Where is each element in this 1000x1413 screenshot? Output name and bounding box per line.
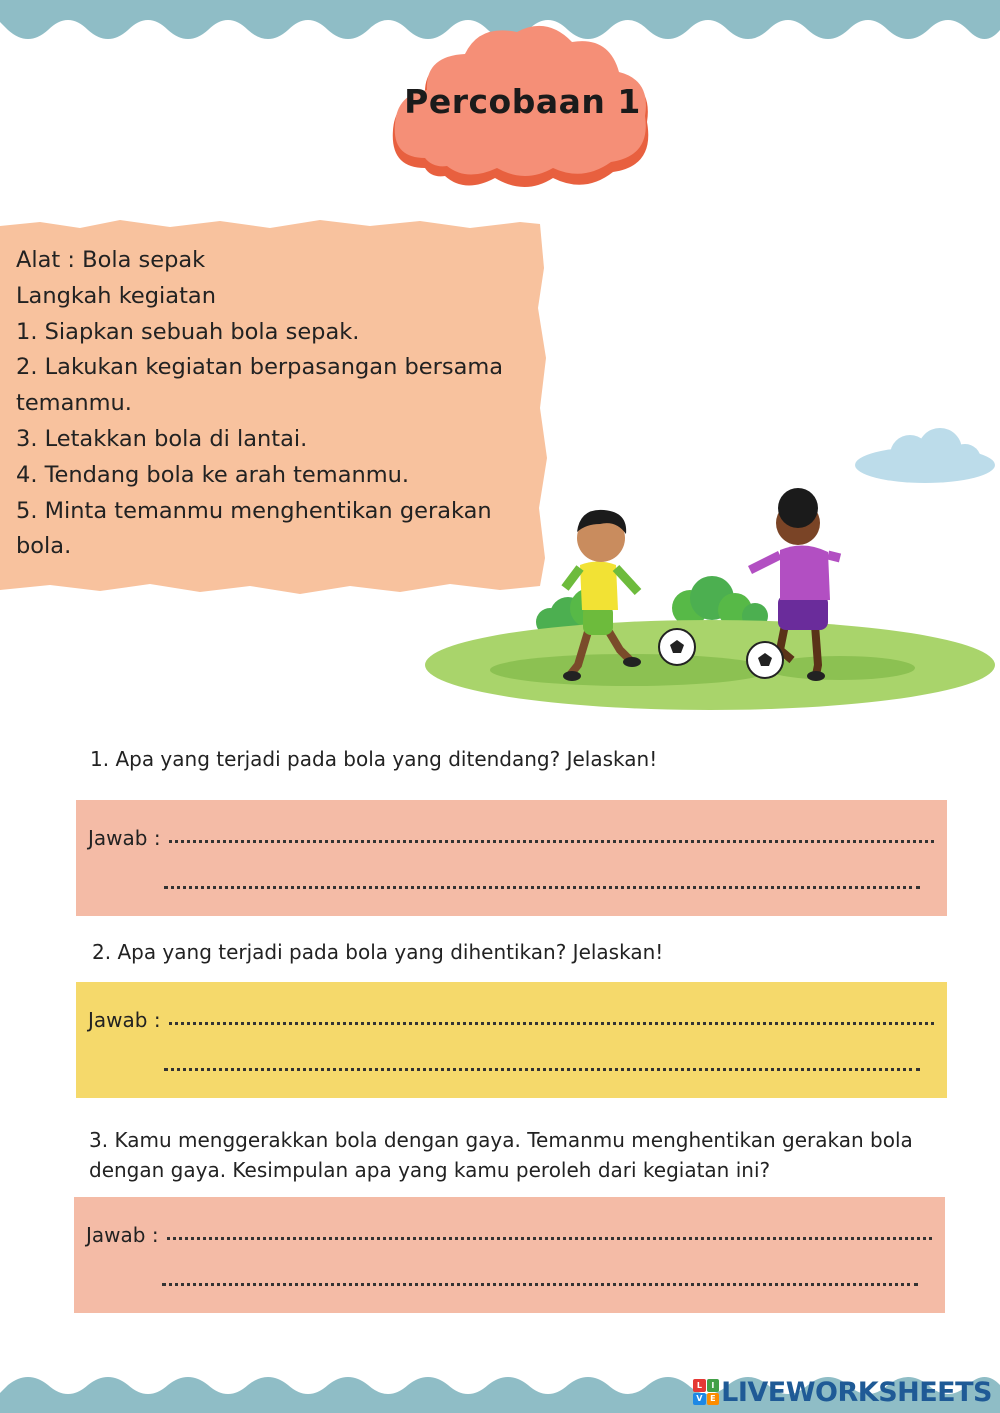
step-item: 1. Siapkan sebuah bola sepak. [16, 318, 360, 345]
step-item: 2. Lakukan kegiatan berpasangan bersama temanmu. [16, 354, 504, 417]
liveworksheets-logo[interactable] [693, 1375, 992, 1409]
answer-line-1[interactable] [167, 1237, 932, 1240]
answer-line-2[interactable] [164, 1068, 920, 1071]
football-icon [659, 629, 695, 665]
question-3: 3. Kamu menggerakkan bola dengan gaya. Temanmu menghentikan gerakan bola dengan gaya. Kesimpulan apa yang kamu peroleh dari kegiatan ini? [89, 1128, 913, 1182]
logo-text: LIVEWORKSHEETS [721, 1376, 992, 1408]
kids-playing-football-illustration [420, 420, 1000, 720]
answer-box-2[interactable] [76, 982, 947, 1098]
step-item: 3. Letakkan bola di lantai. [16, 425, 308, 452]
answer-line-1[interactable] [169, 1022, 934, 1025]
answer-box-3[interactable] [74, 1197, 945, 1313]
answer-line-1[interactable] [169, 840, 934, 843]
answer-label: Jawab : [88, 826, 161, 850]
answer-label: Jawab : [88, 1008, 161, 1032]
step-item: 5. Minta temanmu menghentikan gerakan bola. [16, 497, 492, 560]
answer-line-2[interactable] [164, 886, 920, 889]
cloud-icon [855, 428, 995, 483]
tools-line: Alat : Bola sepak [16, 247, 206, 273]
football-icon [747, 642, 783, 678]
page-title: Percobaan 1 [404, 82, 641, 121]
steps-heading: Langkah kegiatan [16, 282, 216, 309]
answer-line-2[interactable] [162, 1283, 918, 1286]
question-1: 1. Apa yang terjadi pada bola yang ditendang? Jelaskan! [90, 747, 658, 771]
question-2: 2. Apa yang terjadi pada bola yang dihentikan? Jelaskan! [92, 940, 664, 964]
answer-label: Jawab : [86, 1223, 159, 1247]
step-item: 4. Tendang bola ke arah temanmu. [16, 461, 410, 488]
logo-mark-icon: L I V E [693, 1379, 719, 1405]
answer-box-1[interactable] [76, 800, 947, 916]
